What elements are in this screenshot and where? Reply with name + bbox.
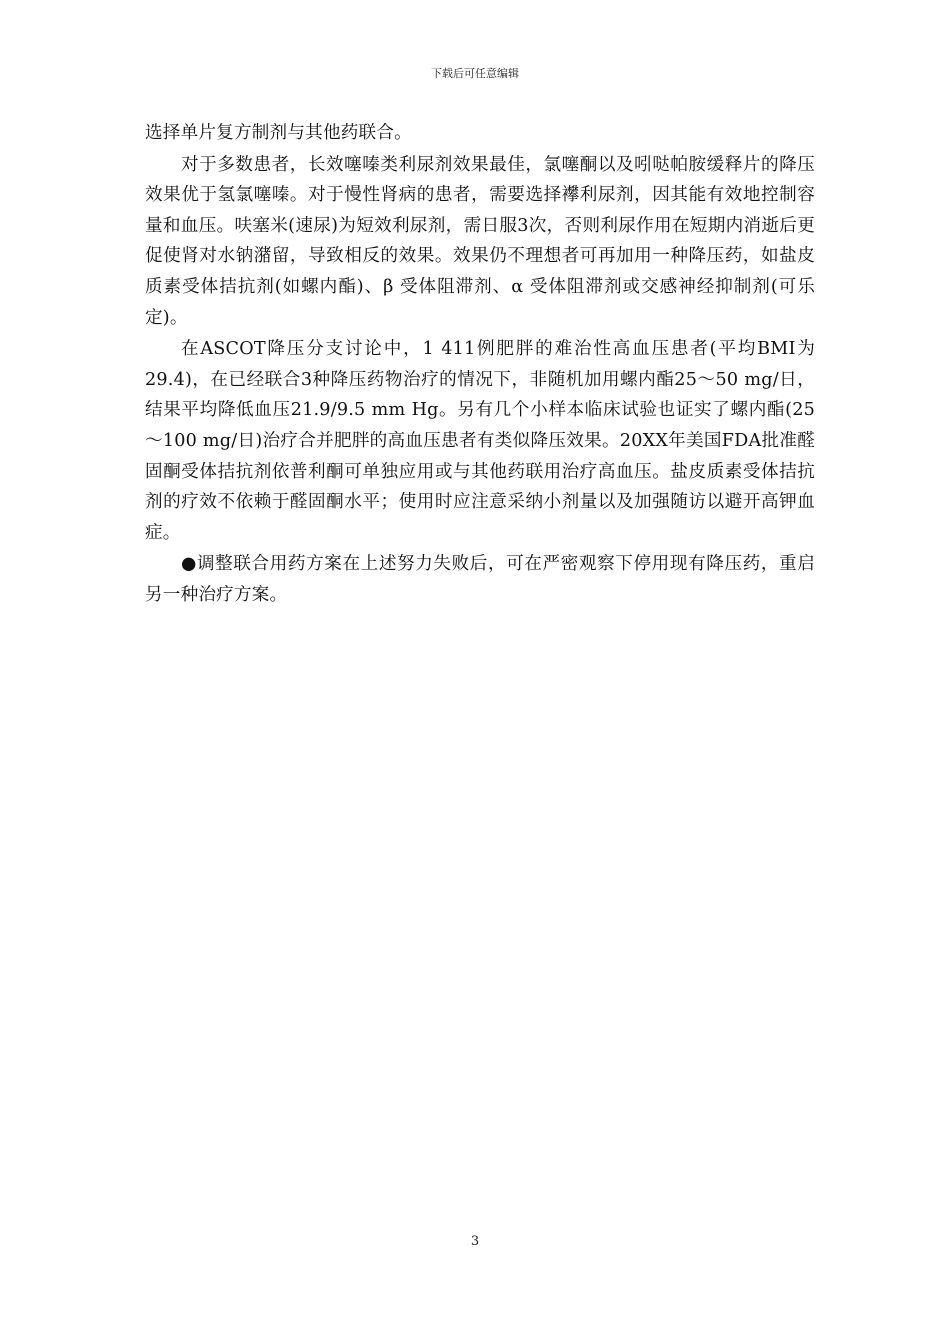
document-body (145, 118, 815, 612)
paragraph-diuretics: 对于多数患者，长效噻嗪类利尿剂效果最佳，氯噻酮以及吲哒帕胺缓释片的降压效果优于氢氯噻嗪。对于慢性肾病的患者，需要选择襻利尿剂，因其能有效地控制容量和血压。呋塞米(速尿)为短效利尿剂，需日服3次，否则利尿作用在短期内消逝后更促使肾对水钠潴留，导致相反的效果。效果仍不理想者可再加用一种降压药，如盐皮质素受体拮抗剂(如螺内酯)、β 受体阻滞剂、α 受体阻滞剂或交感神经抑制剂(可乐定)。 (145, 154, 815, 328)
paragraph-continuation: 选择单片复方制剂与其他药联合。 (145, 123, 412, 143)
paragraph-adjust-regimen: ●调整联合用药方案在上述努力失败后，可在严密观察下停用现有降压药，重启另一种治疗方案。 (145, 554, 815, 605)
page-header: 下载后可任意编辑 (431, 67, 519, 80)
paragraph-ascot-study: 在ASCOT降压分支讨论中，1 411例肥胖的难治性高血压患者(平均BMI为29.4)，在已经联合3种降压药物治疗的情况下，非随机加用螺内酯25～50 mg/日，结果平均降低血压21.9/9.5 mm Hg。另有几个小样本临床试验也证实了螺内酯(25～100 mg/日)治疗合并肥胖的高血压患者有类似降压效果。20XX年美国FDA批准醛固酮受体拮抗剂依普利酮可单独应用或与其他药联用治疗高血压。盐皮质素受体拮抗剂的疗效不依赖于醛固酮水平；使用时应注意采纳小剂量以及加强随访以避开高钾血症。 (145, 339, 815, 543)
page-number: 3 (470, 1234, 480, 1249)
